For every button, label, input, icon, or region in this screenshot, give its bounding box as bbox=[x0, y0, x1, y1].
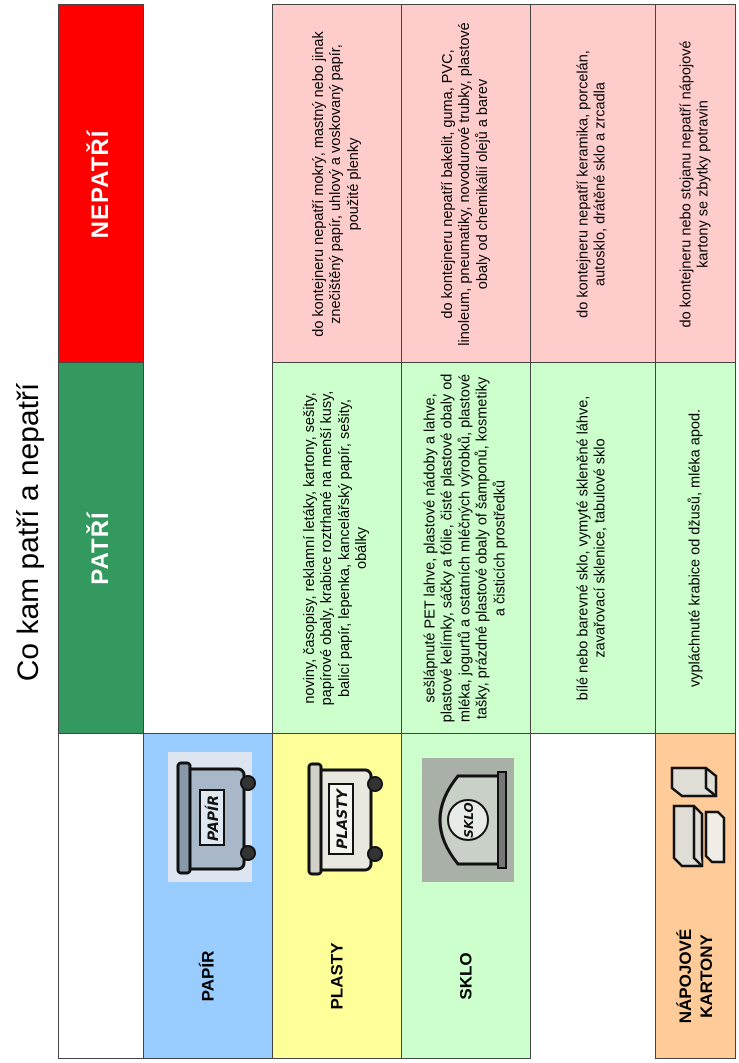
plastic-bin-icon bbox=[295, 756, 383, 880]
header-belongs bbox=[58, 362, 144, 734]
paper-not-belongs-cell bbox=[272, 4, 402, 363]
glass-belongs-cell bbox=[530, 362, 656, 734]
cartons-belongs-text: vypláchnuté krabice od džusů, mléka apod. bbox=[686, 408, 703, 688]
paper-bin-icon bbox=[164, 752, 256, 882]
cartons-not-belongs-text: do kontejneru nebo stojanu nepatří nápojové kartony se zbytky potravin bbox=[678, 40, 712, 327]
glass-belongs-text: bílé nebo barevné sklo, vymyté skleněné láhve, zavařovací sklenice, tabulové sklo bbox=[575, 395, 609, 701]
paper-not-belongs-text: do kontejneru nepatří mokrý, mastný nebo jinak znečištěný papír, uhlový a voskovaný papír, použité plenky bbox=[310, 30, 362, 337]
page-title: Co kam patří a nepatří bbox=[12, 382, 45, 681]
header-not-belongs-label: NEPATŘÍ bbox=[87, 129, 114, 238]
header-empty-cell bbox=[58, 733, 144, 1059]
header-belongs-label: PATŘÍ bbox=[87, 511, 114, 585]
plastic-belongs-cell bbox=[401, 362, 531, 734]
recycling-table bbox=[58, 4, 736, 1059]
glass-bin-icon bbox=[420, 758, 516, 882]
beverage-carton-icon bbox=[666, 762, 728, 872]
paper-belongs-text: noviny, časopisy, reklamní letáky, kartony, sešity, papírové obaly, krabice roztrhané na menší kusy, balicí papír, lepenka, kancelářský papír, sešity, obálky bbox=[302, 390, 371, 706]
cartons-not-belongs-cell bbox=[655, 4, 736, 363]
category-paper-label: PAPÍR bbox=[198, 950, 218, 1002]
category-glass-label: SKLO bbox=[456, 952, 476, 1000]
header-not-belongs bbox=[58, 4, 144, 363]
category-paper bbox=[143, 733, 273, 1059]
category-cartons-label: NÁPOJOVÉ KARTONY bbox=[675, 928, 716, 1024]
glass-not-belongs-text: do kontejneru nepatří keramika, porcelán, autosklo, drátěné sklo a zrcadla bbox=[575, 49, 609, 318]
plastic-not-belongs-text: do kontejneru nepatří bakelit, guma, PVC, linoleum, pneumatiky, novodurové trubky, plastové obaly od chemikálií olejů a barev bbox=[439, 21, 491, 346]
category-cartons bbox=[655, 733, 736, 1059]
plastic-not-belongs-cell bbox=[401, 4, 531, 363]
plastic-bin-text: PLASTY bbox=[335, 789, 351, 849]
cartons-belongs-cell bbox=[655, 362, 736, 734]
category-glass bbox=[401, 733, 531, 1059]
category-plastic bbox=[272, 733, 402, 1059]
paper-bin-text: PAPÍR bbox=[206, 794, 222, 842]
glass-not-belongs-cell bbox=[530, 4, 656, 363]
category-plastic-label: PLASTY bbox=[327, 942, 347, 1010]
page-title-area bbox=[0, 0, 58, 1063]
plastic-belongs-text: sešlápnuté PET lahve, plastové nádoby a lahve, plastové kelímky, sáčky a fólie, čisté plastové obaly od mléka, jogurtů a ostatních mléčných výrobků, plastové tašky, prázdné plastové obaly of šamponů, kosmetiky a čisticích prostředků bbox=[422, 373, 509, 723]
glass-bin-text: SKLO bbox=[462, 802, 476, 838]
paper-belongs-cell bbox=[272, 362, 402, 734]
